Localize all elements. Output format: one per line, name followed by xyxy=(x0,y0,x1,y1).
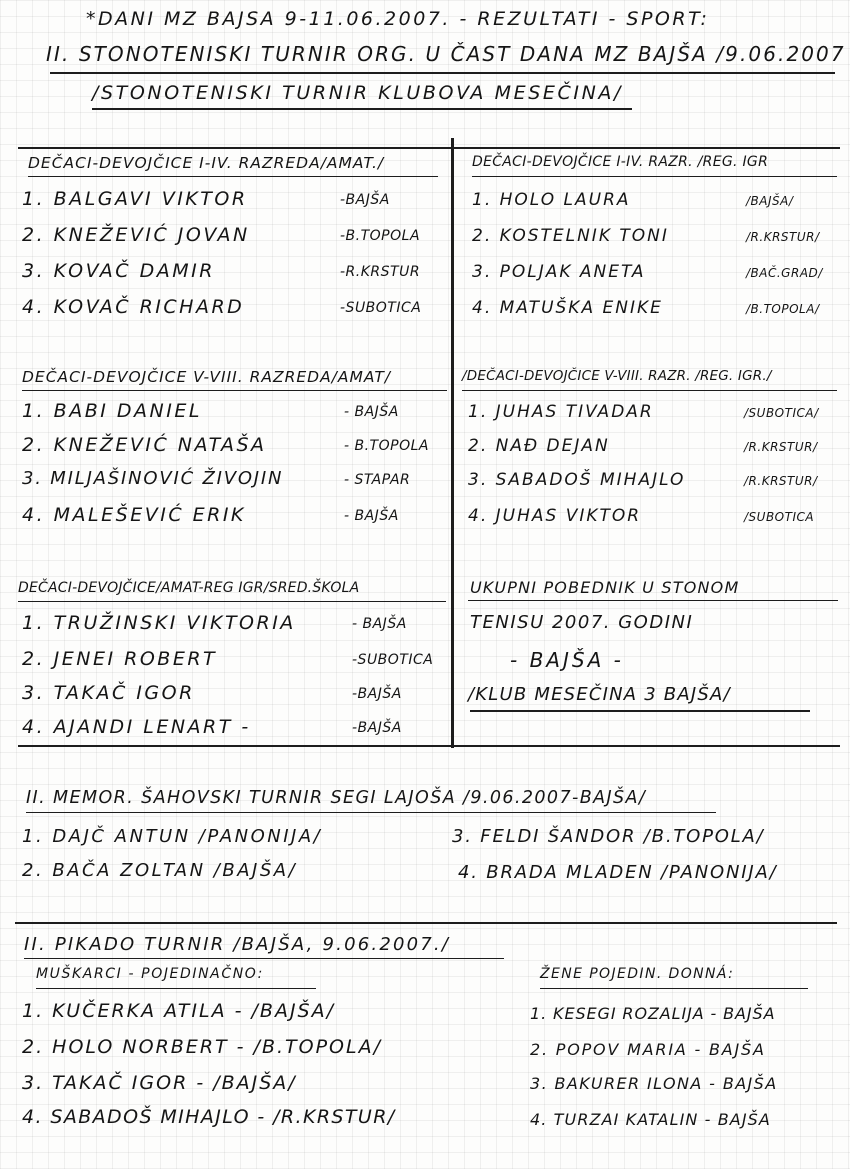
result-club: /R.KRSTUR/ xyxy=(744,474,818,488)
section-title-underline xyxy=(472,176,837,177)
overall-winner-line-1: UKUPNI POBEDNIK U STONOM xyxy=(470,578,740,597)
result-club: /R.KRSTUR/ xyxy=(744,440,818,454)
result-club: - B.TOPOLA xyxy=(344,438,429,454)
result-name: 4. KOVAČ RICHARD xyxy=(22,296,245,318)
result-name: 1. HOLO LAURA xyxy=(472,190,631,210)
darts-men-underline xyxy=(36,988,316,989)
overall-winner-underline xyxy=(468,600,838,601)
result-club: -SUBOTICA xyxy=(352,652,434,668)
darts-women-title: ŽENE POJEDIN. DONNÁ: xyxy=(540,966,735,982)
separator-1 xyxy=(18,147,840,149)
header-line-3-underline xyxy=(92,108,632,110)
result-club: -SUBOTICA xyxy=(340,300,422,316)
darts-men-result: 3. TAKAČ IGOR - /BAJŠA/ xyxy=(22,1072,297,1094)
result-club: /BAJŠA/ xyxy=(746,194,794,208)
result-name: 2. KNEŽEVIĆ NATAŠA xyxy=(22,434,267,456)
chess-result: 2. BAČA ZOLTAN /BAJŠA/ xyxy=(22,860,298,881)
result-club: /BAČ.GRAD/ xyxy=(746,266,823,280)
darts-women-result: 2. POPOV MARIA - BAJŠA xyxy=(530,1040,766,1059)
separator-darts xyxy=(15,922,837,924)
result-club: -BAJŠA xyxy=(352,720,402,736)
result-name: 2. NAĐ DEJAN xyxy=(468,436,610,456)
chess-result: 4. BRADA MLADEN /PANONIJA/ xyxy=(458,862,778,883)
darts-men-result: 2. HOLO NORBERT - /B.TOPOLA/ xyxy=(22,1036,382,1058)
result-club: /R.KRSTUR/ xyxy=(746,230,820,244)
section-title-tt-5-8-amateur: DEČACI-DEVOJČICE V-VIII. RAZREDA/AMAT/ xyxy=(22,368,392,386)
darts-men-result: 1. KUČERKA ATILA - /BAJŠA/ xyxy=(22,1000,336,1022)
overall-winner-line-2: TENISU 2007. GODINI xyxy=(470,612,694,633)
header-underline xyxy=(50,72,835,74)
section-title-tt-5-8-registered: /DEČACI-DEVOJČICE V-VIII. RAZR. /REG. IGR./ xyxy=(462,368,772,384)
result-club: /SUBOTICA xyxy=(744,510,815,524)
result-name: 1. BABI DANIEL xyxy=(22,400,202,422)
result-name: 3. MILJAŠINOVIĆ ŽIVOJIN xyxy=(22,468,284,489)
result-name: 4. JUHAS VIKTOR xyxy=(468,506,642,526)
overall-winner-line-4-underline xyxy=(470,710,810,712)
result-club: -BAJŠA xyxy=(340,192,390,208)
result-club: /SUBOTICA/ xyxy=(744,406,819,420)
result-name: 3. KOVAČ DAMIR xyxy=(22,260,215,282)
result-name: 2. JENEI ROBERT xyxy=(22,648,218,670)
chess-title-underline xyxy=(26,812,716,813)
darts-women-result: 1. KESEGI ROZALIJA - BAJŠA xyxy=(530,1004,776,1023)
result-name: 2. KOSTELNIK TONI xyxy=(472,226,669,246)
result-club: - STAPAR xyxy=(344,472,411,488)
chess-result: 1. DAJČ ANTUN /PANONIJA/ xyxy=(22,826,323,847)
section-title-tt-1-4-registered: DEČACI-DEVOJČICE I-IV. RAZR. /REG. IGR xyxy=(472,154,769,170)
darts-men-result: 4. SABADOŠ MIHAJLO - /R.KRSTUR/ xyxy=(22,1106,396,1128)
result-name: 4. MATUŠKA ENIKE xyxy=(472,298,663,318)
result-club: -B.TOPOLA xyxy=(340,228,421,244)
result-club: /B.TOPOLA/ xyxy=(746,302,820,316)
section-title-underline xyxy=(18,601,446,602)
darts-women-result: 3. BAKURER ILONA - BAJŠA xyxy=(530,1074,778,1093)
section-title-tt-high-school: DEČACI-DEVOJČICE/AMAT-REG IGR/SRED.ŠKOLA xyxy=(18,580,360,596)
header-line-2: II. STONOTENISKI TURNIR ORG. U ČAST DANA MZ BAJŠA /9.06.2007 xyxy=(46,42,846,66)
darts-title: II. PIKADO TURNIR /BAJŠA, 9.06.2007./ xyxy=(24,934,451,955)
result-club: - BAJŠA xyxy=(344,404,399,420)
separator-chess xyxy=(18,745,840,747)
chess-title: II. MEMOR. ŠAHOVSKI TURNIR SEGI LAJOŠA /9.06.2007-BAJŠA/ xyxy=(26,788,647,808)
result-club: - BAJŠA xyxy=(344,508,399,524)
chess-result: 3. FELDI ŠANDOR /B.TOPOLA/ xyxy=(452,826,765,847)
result-name: 4. AJANDI LENART - xyxy=(22,716,251,738)
result-club: - BAJŠA xyxy=(352,616,407,632)
overall-winner-line-4: /KLUB MESEČINA 3 BAJŠA/ xyxy=(468,684,731,705)
darts-title-underline xyxy=(24,958,504,959)
section-title-tt-1-4-amateur: DEČACI-DEVOJČICE I-IV. RAZREDA/AMAT./ xyxy=(28,154,385,172)
section-title-underline xyxy=(462,390,837,391)
header-line-3: /STONOTENISKI TURNIR KLUBOVA MESEČINA/ xyxy=(92,82,623,104)
darts-women-result: 4. TURZAI KATALIN - BAJŠA xyxy=(530,1110,771,1129)
darts-women-underline xyxy=(540,988,808,989)
section-title-underline xyxy=(22,390,447,391)
result-name: 3. POLJAK ANETA xyxy=(472,262,646,282)
result-name: 2. KNEŽEVIĆ JOVAN xyxy=(22,224,250,246)
overall-winner-line-3: - BAJŠA - xyxy=(510,648,624,672)
result-club: -R.KRSTUR xyxy=(340,264,421,280)
result-name: 1. JUHAS TIVADAR xyxy=(468,402,654,422)
section-title-underline xyxy=(28,176,438,177)
result-name: 1. BALGAVI VIKTOR xyxy=(22,188,248,210)
column-divider xyxy=(451,138,454,748)
result-name: 3. SABADOŠ MIHAJLO xyxy=(468,470,686,490)
result-club: -BAJŠA xyxy=(352,686,402,702)
result-name: 1. TRUŽINSKI VIKTORIA xyxy=(22,612,296,634)
result-name: 3. TAKAČ IGOR xyxy=(22,682,195,704)
header-line-1: *DANI MZ BAJSA 9-11.06.2007. - REZULTATI - SPORT: xyxy=(86,8,710,30)
result-name: 4. MALEŠEVIĆ ERIK xyxy=(22,504,246,526)
darts-men-title: MUŠKARCI - POJEDINAČNO: xyxy=(36,966,264,982)
